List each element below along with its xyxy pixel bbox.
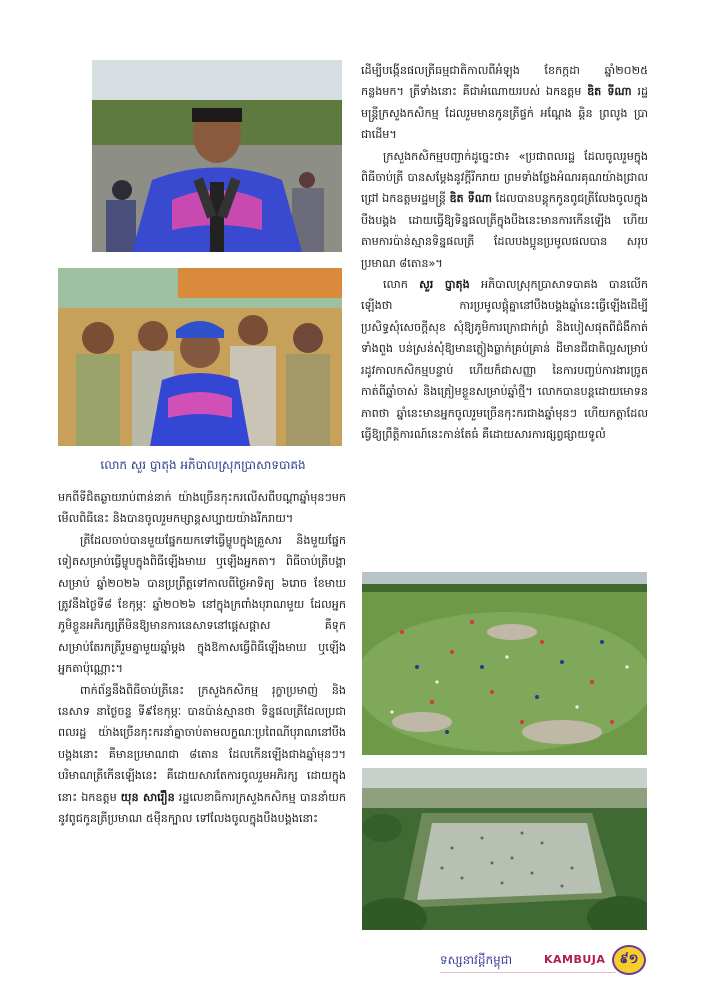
paragraph-text: ក្រសួងកសិកម្មបញ្ជាក់ដូច្នេះថា៖ «ប្រជាពលរដ្ឋ ដែលចូលរួមក្នុងពិធីចាប់ត្រី បានសម្តែងនូវក្តីរីករាយ ព្រមទាំងថ្លែងអំណរគុណយ៉ាងជ្រាលជ្រៅ ឯកឧត្តមរដ្ឋមន្ត្រី (361, 149, 648, 206)
paragraph (58, 680, 346, 830)
paragraph (361, 60, 648, 146)
article-column-left (58, 487, 346, 830)
footer-rule (440, 972, 616, 973)
photo-caption: លោក សួរ ប្ញាតុង អភិបាលស្រុកប្រាសាទបាគង (100, 458, 306, 472)
person-name: ឌិត ទីណា (587, 85, 632, 99)
person-name: យុន សារ៉ឿន (120, 790, 175, 804)
photo-governor-officials (58, 268, 342, 446)
paragraph (361, 274, 648, 445)
photo-pond-aerial-2 (362, 768, 647, 930)
magazine-title: ទស្សនាវដ្តីកម្ពុជា (440, 953, 513, 967)
photo-official-interview (92, 60, 342, 252)
paragraph (361, 146, 648, 274)
article-column-right (361, 60, 648, 445)
paragraph-text: រដ្ឋមន្ត្រីក្រសួងកសិកម្ម ដែលរួមមានកូនត្រីផ្ទក់ អណ្តែង ឆ្តិន ព្រលូង ប្រា ជាដើម។ (361, 85, 648, 142)
person-name: សួរ ប្ញាតុង (419, 278, 470, 292)
paragraph-text: លោក (383, 278, 420, 292)
paragraph-text: អភិបាលស្រុកប្រាសាទបាគង បានលើកឡើងថា ការប្រមូលផ្តុំគ្នានៅបឹងបង្គងឆ្នាំនេះធ្វើឡើងដើម្បីប្រសិទ្ធសុំសេចក្តីសុខ សុំឱ្យភូមិការក្រោជាក់ព្រំ និងបៀសផុតពីជំងឺកាត់ទាំងពួង បន់ស្រន់សុំឱ្យមានភ្លៀងធ្លាក់គ្រប់គ្រាន់ ដីមានជីជាតិល្អសម្រាប់រដូវកាលកសិកម្មបន្ទាប់ ហើយក៏ជាសញ្ញា នៃការបញ្ចប់ការងារច្រូតកាត់ពីឆ្នាំចាស់ និងត្រៀមខ្លួនសម្រាប់ឆ្នាំថ្មី។ លោកបានបន្តដោយមោទនភាពថា ឆ្នាំនេះមានអ្នកចូលរួមច្រើនកុះករជាងឆ្នាំមុនៗ ហើយកត្តាដែលធ្វើឱ្យព្រឹត្តិការណ៍នេះកាន់តែធំ គឺដោយសារការផ្សព្វផ្សាយទូលំ (361, 278, 648, 441)
paragraph-text: រដ្ឋលេខាធិការក្រសួងកសិកម្ម បាននាំយកនូវពូជកូនត្រីប្រមាណ ៥ម៉ឺនក្បាល ទៅលែងចូលក្នុងបឹងបង្គងនោះ (58, 790, 346, 826)
paragraph-text: ពាក់ព័ន្ធនឹងពិធីចាប់ត្រីនេះ ក្រសួងកសិកម្ម រុក្ខាប្រមាញ់ និងនេសាទ នាថ្ងៃចន្ទ ទី៩ខែកុម្ភៈ បានប៉ាន់ស្មានថា ទិន្នផលត្រីដែលប្រជាពលរដ្ឋ យ៉ាងច្រើនកុះករនាំគ្នាចាប់តាមលក្ខណៈប្រពៃណីបុរាណនៅបឹងបង្គងនោះ គឺមានប្រមាណជា ៨តោន ដែលកើនឡើងជាងឆ្នាំមុនៗ។ បរិមាណត្រីកើនឡើងនេះ គឺដោយសារតែការចូលរួមអភិរក្ស ដោយក្នុងនោះ ឯកឧត្តម (58, 683, 346, 804)
photo-pond-aerial-1 (362, 572, 647, 755)
paragraph: ត្រីដែលចាប់បានមួយផ្នែកយកទៅធ្វើម្ហូបក្នុងគ្រួសារ និងមួយផ្នែកទៀតសម្រាប់ធ្វើម្ហូបក្នុងពិធីឡើងមាឃ ឬឡើងអ្នកតា។ ពិធីចាប់ត្រីបង្គាសម្រាប់ ឆ្នាំ២០២៦ បានប្រព្រឹត្តទៅកាលពីថ្ងៃអាទិត្យ ៦រោច ខែមាឃ ត្រូវនឹងថ្ងៃទី៨ ខែកុម្ភៈ ឆ្នាំ២០២៦ នៅក្នុងក្រពាំងបុរាណមួយ ដែលអ្នកភូមិខ្លួនអភិរក្សត្រីមិនឱ្យមានការនេសាទនៅផ្តេសផ្តាស គឺទុកសម្រាប់តែរកត្រីរួមគ្នាមួយឆ្នាំម្តង ក្នុងឱកាសធ្វើពិធីឡើងមាឃ ឬឡើងអ្នកតាប៉ុណ្ណោះ។ (58, 533, 346, 676)
page-number-badge: ៩១ (612, 945, 646, 975)
paragraph-text: ដែលបានបន្តុកកូនពូជត្រីលែងចូលក្នុងបឹងបង្គង ដោយធ្វើឱ្យទិន្នផលត្រីក្នុងបឹងនេះមានការកើនឡើង ហើយតាមការប៉ាន់ស្មានទិន្នផលត្រី ដែលបងប្អូនប្រមូលផលបាន សរុបប្រមាណ ៨តោន»។ (361, 192, 648, 270)
paragraph-text: ដើម្បីបង្កើនផលត្រីធម្មជាតិកាលពីអំឡុង ខែកក្កដា ឆ្នាំ២០២៥ កន្លងមក។ ត្រីទាំងនោះ គឺជាអំណោយរបស់ ឯកឧត្តម (361, 64, 648, 99)
person-name: ឌិត ទីណា (449, 192, 492, 206)
magazine-brand: KAMBUJA (544, 953, 606, 966)
paragraph: មកពីទីជិតឆ្ងាយរាប់ពាន់នាក់ យ៉ាងច្រើនកុះករលើសពីបណ្តាឆ្នាំមុនៗមកមើលពិធីនេះ និងបានចូលរួមកម្សាន្តសប្បាយយ៉ាងរីករាយ។ (58, 491, 346, 526)
